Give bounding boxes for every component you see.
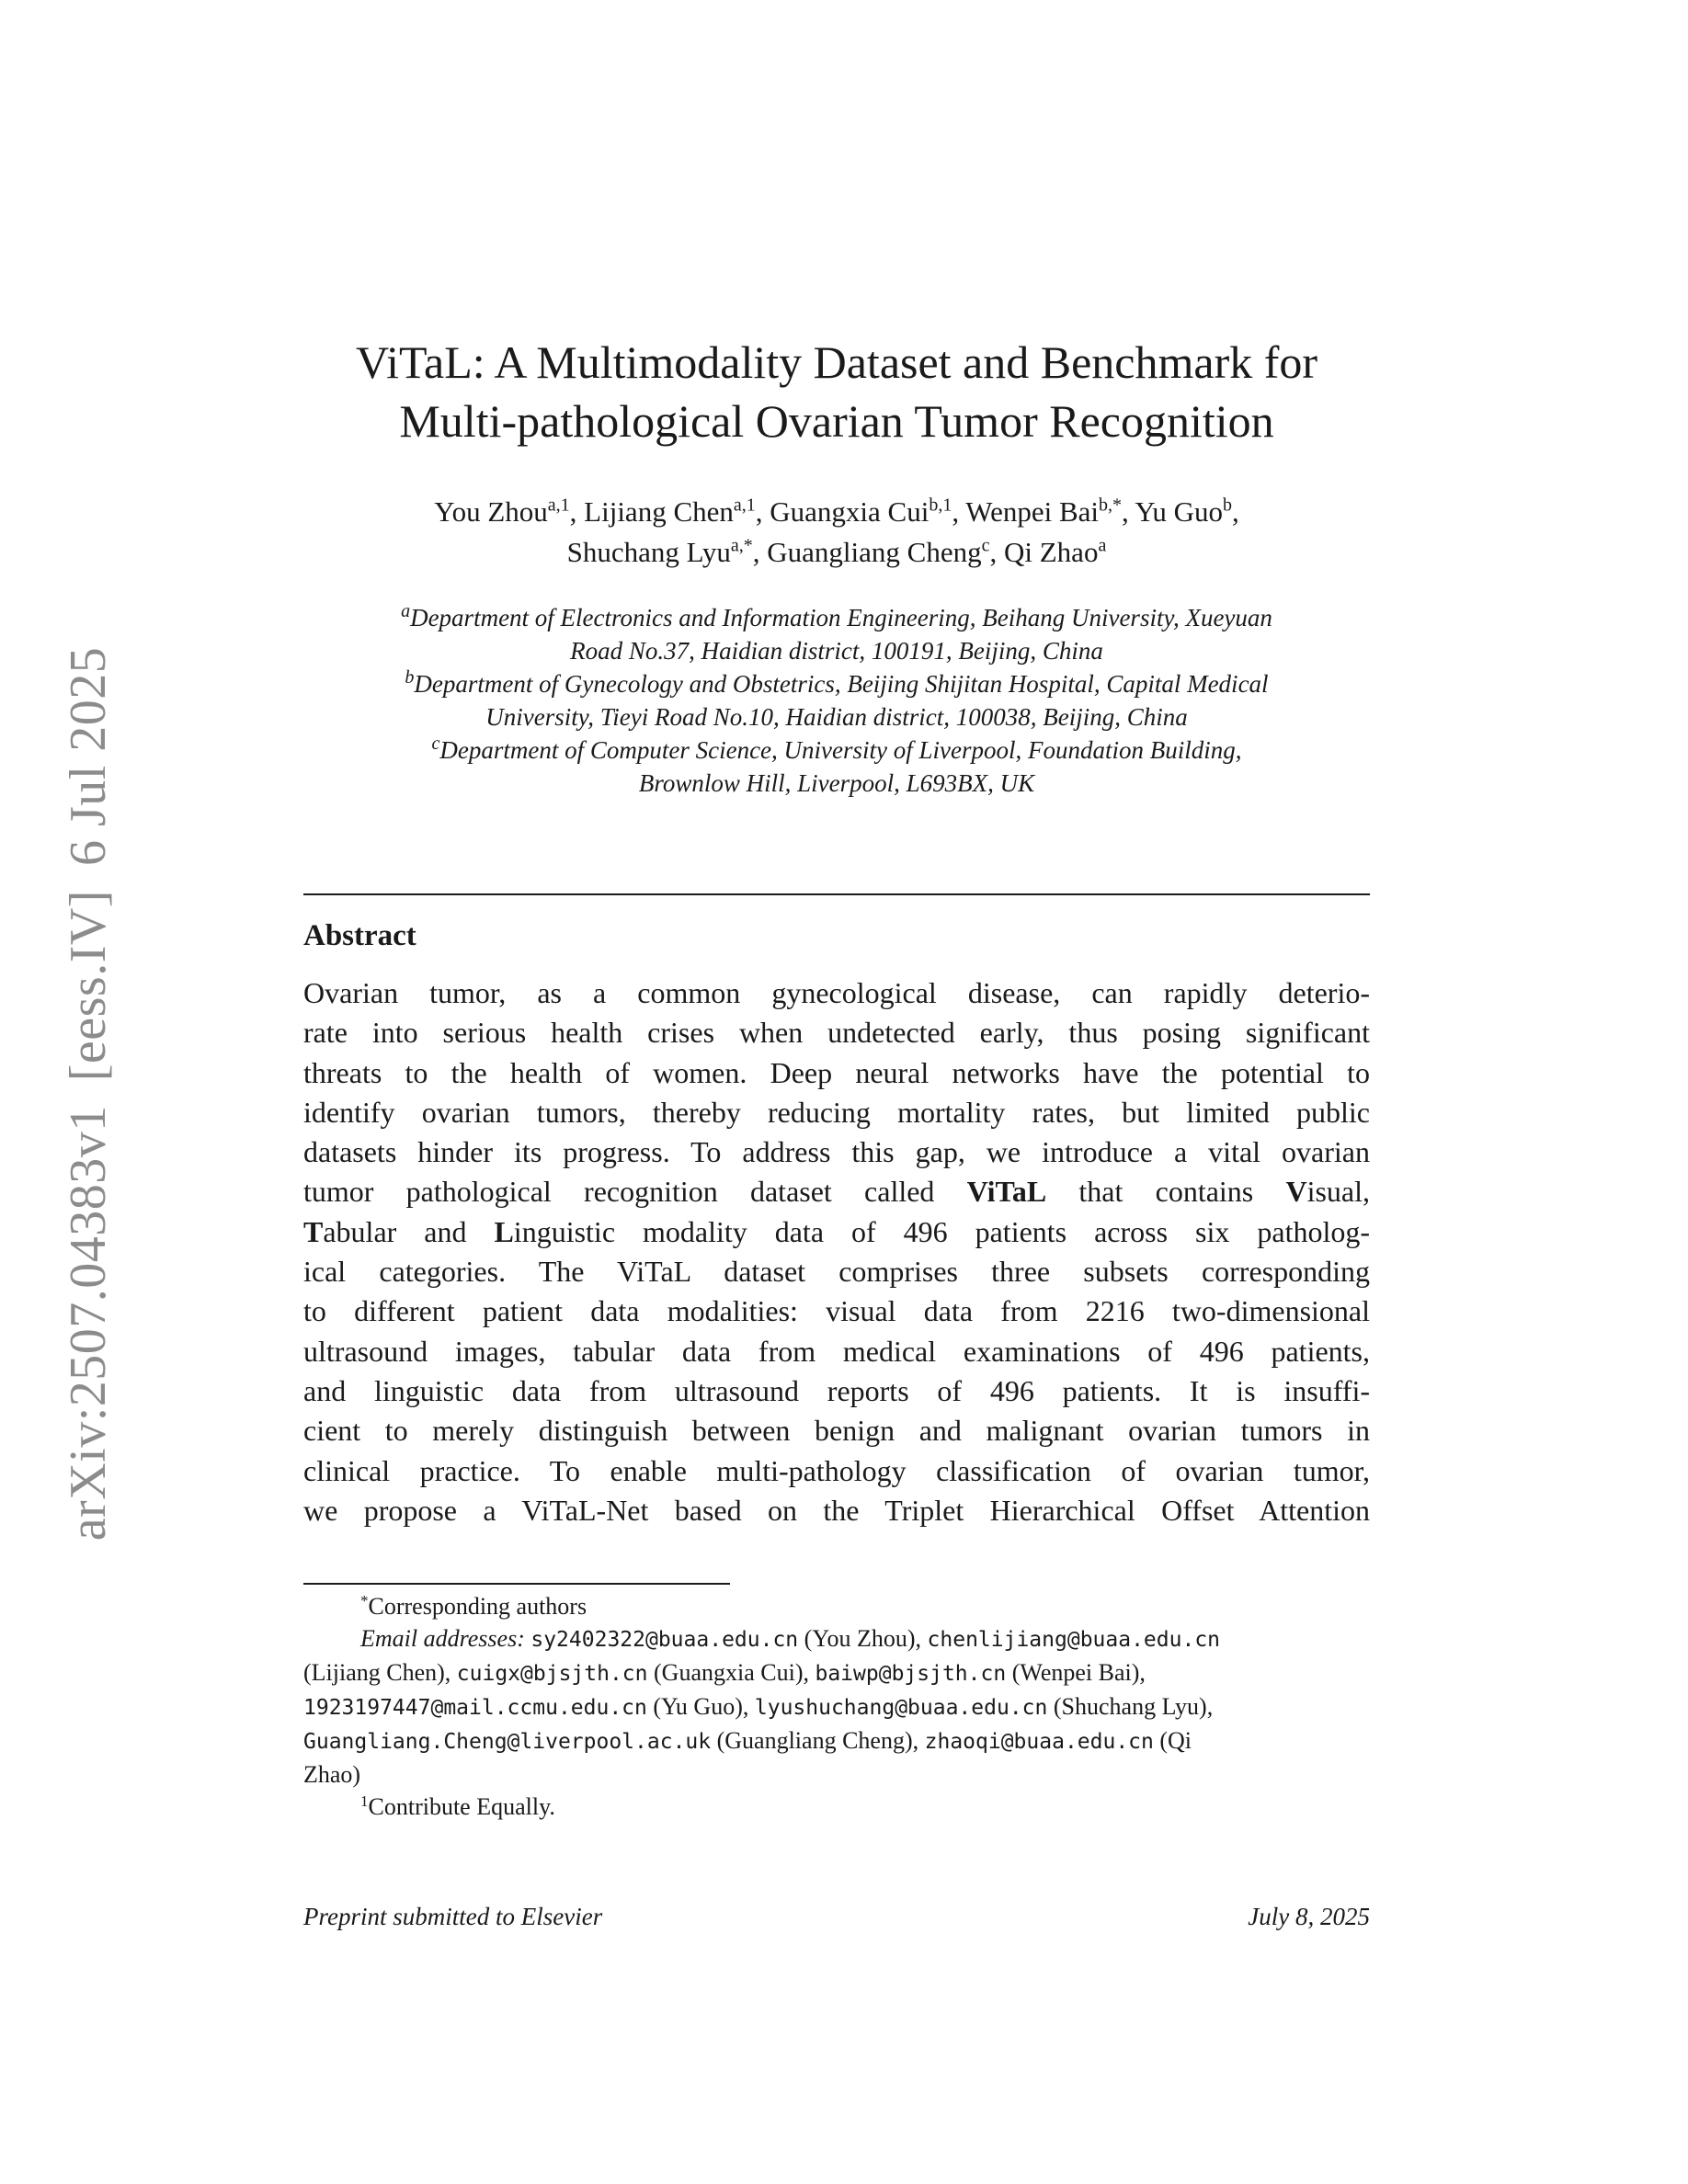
email-label: Email addresses: [360, 1625, 525, 1652]
acronym-letter: L [494, 1214, 514, 1248]
email-link[interactable]: chenlijiang@buaa.edu.cn [927, 1628, 1221, 1652]
affiliation-mark: b [405, 667, 415, 688]
equal-contribution-footnote: $^1$Contribute Equally. [360, 1792, 555, 1820]
arxiv-stamp [59, 647, 118, 1541]
affiliation-b-line-2: University, Tieyi Road No.10, Haidian district, 100038, Beijing, China [485, 703, 1188, 731]
affiliation-c-line-1: $^c$Department of Computer Science, University of Liverpool, Foundation Building, [431, 734, 1242, 764]
email-line-3: 1923197447@mail.ccmu.edu.cn (Yu Guo), lyushuchang@buaa.edu.cn (Shuchang Lyu), [303, 1693, 1214, 1720]
footnote-mark: 1 [360, 1792, 369, 1810]
abstract-line: cient to merely distinguish between benign and malignant ovarian tumors in [303, 1414, 1370, 1448]
abstract-line: datasets hinder its progress. To address this gap, we introduce a vital ovarian [303, 1135, 1370, 1169]
footnote-rule [303, 1583, 730, 1585]
abstract-line: ical categories. The ViTaL dataset comprises three subsets corresponding [303, 1255, 1370, 1289]
affiliation-c-line-2: Brownlow Hill, Liverpool, L693BX, UK [638, 769, 1035, 797]
author-name: Yu Guo [1135, 495, 1223, 528]
abstract-line: ultrasound images, tabular data from medical examinations of 496 patients, [303, 1334, 1370, 1368]
abstract-body [303, 973, 1370, 1530]
author-name: You Zhou [434, 495, 548, 528]
abstract-line: rate into serious health crises when undetected early, thus posing significant [303, 1016, 1370, 1050]
affiliation-a-line-1: $^a$Department of Electronics and Information Engineering, Beihang University, Xueyuan [401, 601, 1272, 631]
abstract-line: Tabular and Linguistic modality data of 496 patients across six patholog- [303, 1214, 1370, 1248]
affiliation-mark: c [431, 734, 440, 754]
author-affil-mark: a,* [730, 535, 753, 556]
footnotes [303, 1590, 1370, 1823]
email-link[interactable]: baiwp@bjsjth.cn [815, 1662, 1007, 1686]
email-link[interactable]: lyushuchang@buaa.edu.cn [754, 1696, 1048, 1720]
corresponding-footnote: *Corresponding authors [360, 1592, 587, 1620]
abstract-line: threats to the health of women. Deep neural networks have the potential to [303, 1055, 1370, 1089]
author-name: Wenpei Bai [965, 495, 1100, 528]
email-line-2: (Lijiang Chen), cuigx@bjsjth.cn (Guangxia Cui), baiwp@bjsjth.cn (Wenpei Bai), [303, 1659, 1146, 1686]
affiliation-b-line-1: $^b$Department of Gynecology and Obstetrics, Beijing Shijitan Hospital, Capital Medical [405, 667, 1269, 698]
author-affil-mark: a,1 [547, 495, 570, 516]
title-line-2: Multi-pathological Ovarian Tumor Recognition [399, 395, 1274, 447]
arxiv-category: [eess.IV] [60, 890, 117, 1082]
author-name: Lijiang Chen [584, 495, 734, 528]
footer-preprint-note: Preprint submitted to Elsevier [303, 1903, 603, 1930]
title-line-1: ViTaL: A Multimodality Dataset and Benchmark for [355, 336, 1318, 388]
abstract-line: to different patient data modalities: visual data from 2216 two-dimensional [303, 1294, 1370, 1328]
abstract-line: Ovarian tumor, as a common gynecological disease, can rapidly deterio- [303, 976, 1370, 1009]
email-line-4: Guangliang.Cheng@liverpool.ac.uk (Guangliang Cheng), zhaoqi@buaa.edu.cn (Qi [303, 1727, 1192, 1754]
email-line-1: Email addresses: sy2402322@buaa.edu.cn (You Zhou), chenlijiang@buaa.edu.cn [360, 1625, 1221, 1652]
abstract-line: identify ovarian tumors, thereby reducing mortality rates, but limited public [303, 1095, 1370, 1129]
author-affil-mark: b,* [1099, 495, 1123, 516]
affiliation-a-line-2: Road No.37, Haidian district, 100191, Beijing, China [570, 637, 1103, 665]
abstract-heading: Abstract [303, 919, 416, 952]
acronym-letter: T [303, 1214, 324, 1248]
email-link[interactable]: Guangliang.Cheng@liverpool.ac.uk [303, 1730, 712, 1754]
acronym-letter: V [1285, 1175, 1307, 1209]
author-name: Qi Zhao [1004, 536, 1099, 568]
abstract-top-rule [303, 893, 1370, 895]
author-affil-mark: b,1 [929, 495, 952, 516]
abstract-line: clinical practice. To enable multi-pathology classification of ovarian tumor, [303, 1453, 1370, 1487]
author-affil-mark: a,1 [733, 495, 756, 516]
arxiv-id: arXiv:2507.04383v1 [60, 1105, 117, 1541]
email-link[interactable]: cuigx@bjsjth.cn [456, 1662, 648, 1686]
affiliation-list [303, 601, 1370, 800]
footer-date: July 8, 2025 [1248, 1903, 1370, 1930]
author-affil-mark: b [1222, 495, 1232, 516]
email-link[interactable]: 1923197447@mail.ccmu.edu.cn [303, 1696, 647, 1720]
dataset-name: ViTaL [966, 1175, 1047, 1209]
author-line-2: Shuchang Lyu$^{a,*}$, Guangliang Cheng$^c$, Qi Zhao$^a$ [566, 535, 1107, 568]
author-affil-mark: c [981, 535, 990, 556]
abstract-line: we propose a ViTaL-Net based on the Triplet Hierarchical Offset Attention [303, 1493, 1370, 1527]
affiliation-mark: a [401, 601, 411, 621]
email-link[interactable]: zhaoqi@buaa.edu.cn [924, 1730, 1154, 1754]
email-link[interactable]: sy2402322@buaa.edu.cn [530, 1628, 799, 1652]
author-name: Guangxia Cui [770, 495, 930, 528]
footnote-mark: * [360, 1592, 369, 1610]
author-name: Shuchang Lyu [566, 536, 731, 568]
author-line-1: You Zhou$^{a,1}$, Lijiang Chen$^{a,1}$, Guangxia Cui$^{b,1}$, Wenpei Bai$^{b,*}$, Yu Guo$^b$, [434, 495, 1239, 528]
email-line-5: Zhao) [303, 1761, 361, 1788]
abstract-line: and linguistic data from ultrasound reports of 496 patients. It is insuffi- [303, 1373, 1370, 1407]
paper-title [303, 333, 1370, 450]
author-list [303, 492, 1370, 573]
page-footer [303, 1903, 1370, 1931]
arxiv-date: 6 Jul 2025 [60, 646, 117, 867]
abstract-line: tumor pathological recognition dataset called ViTaL that contains Visual, [303, 1175, 1370, 1209]
author-name: Guangliang Cheng [767, 536, 982, 568]
author-affil-mark: a [1098, 535, 1107, 556]
